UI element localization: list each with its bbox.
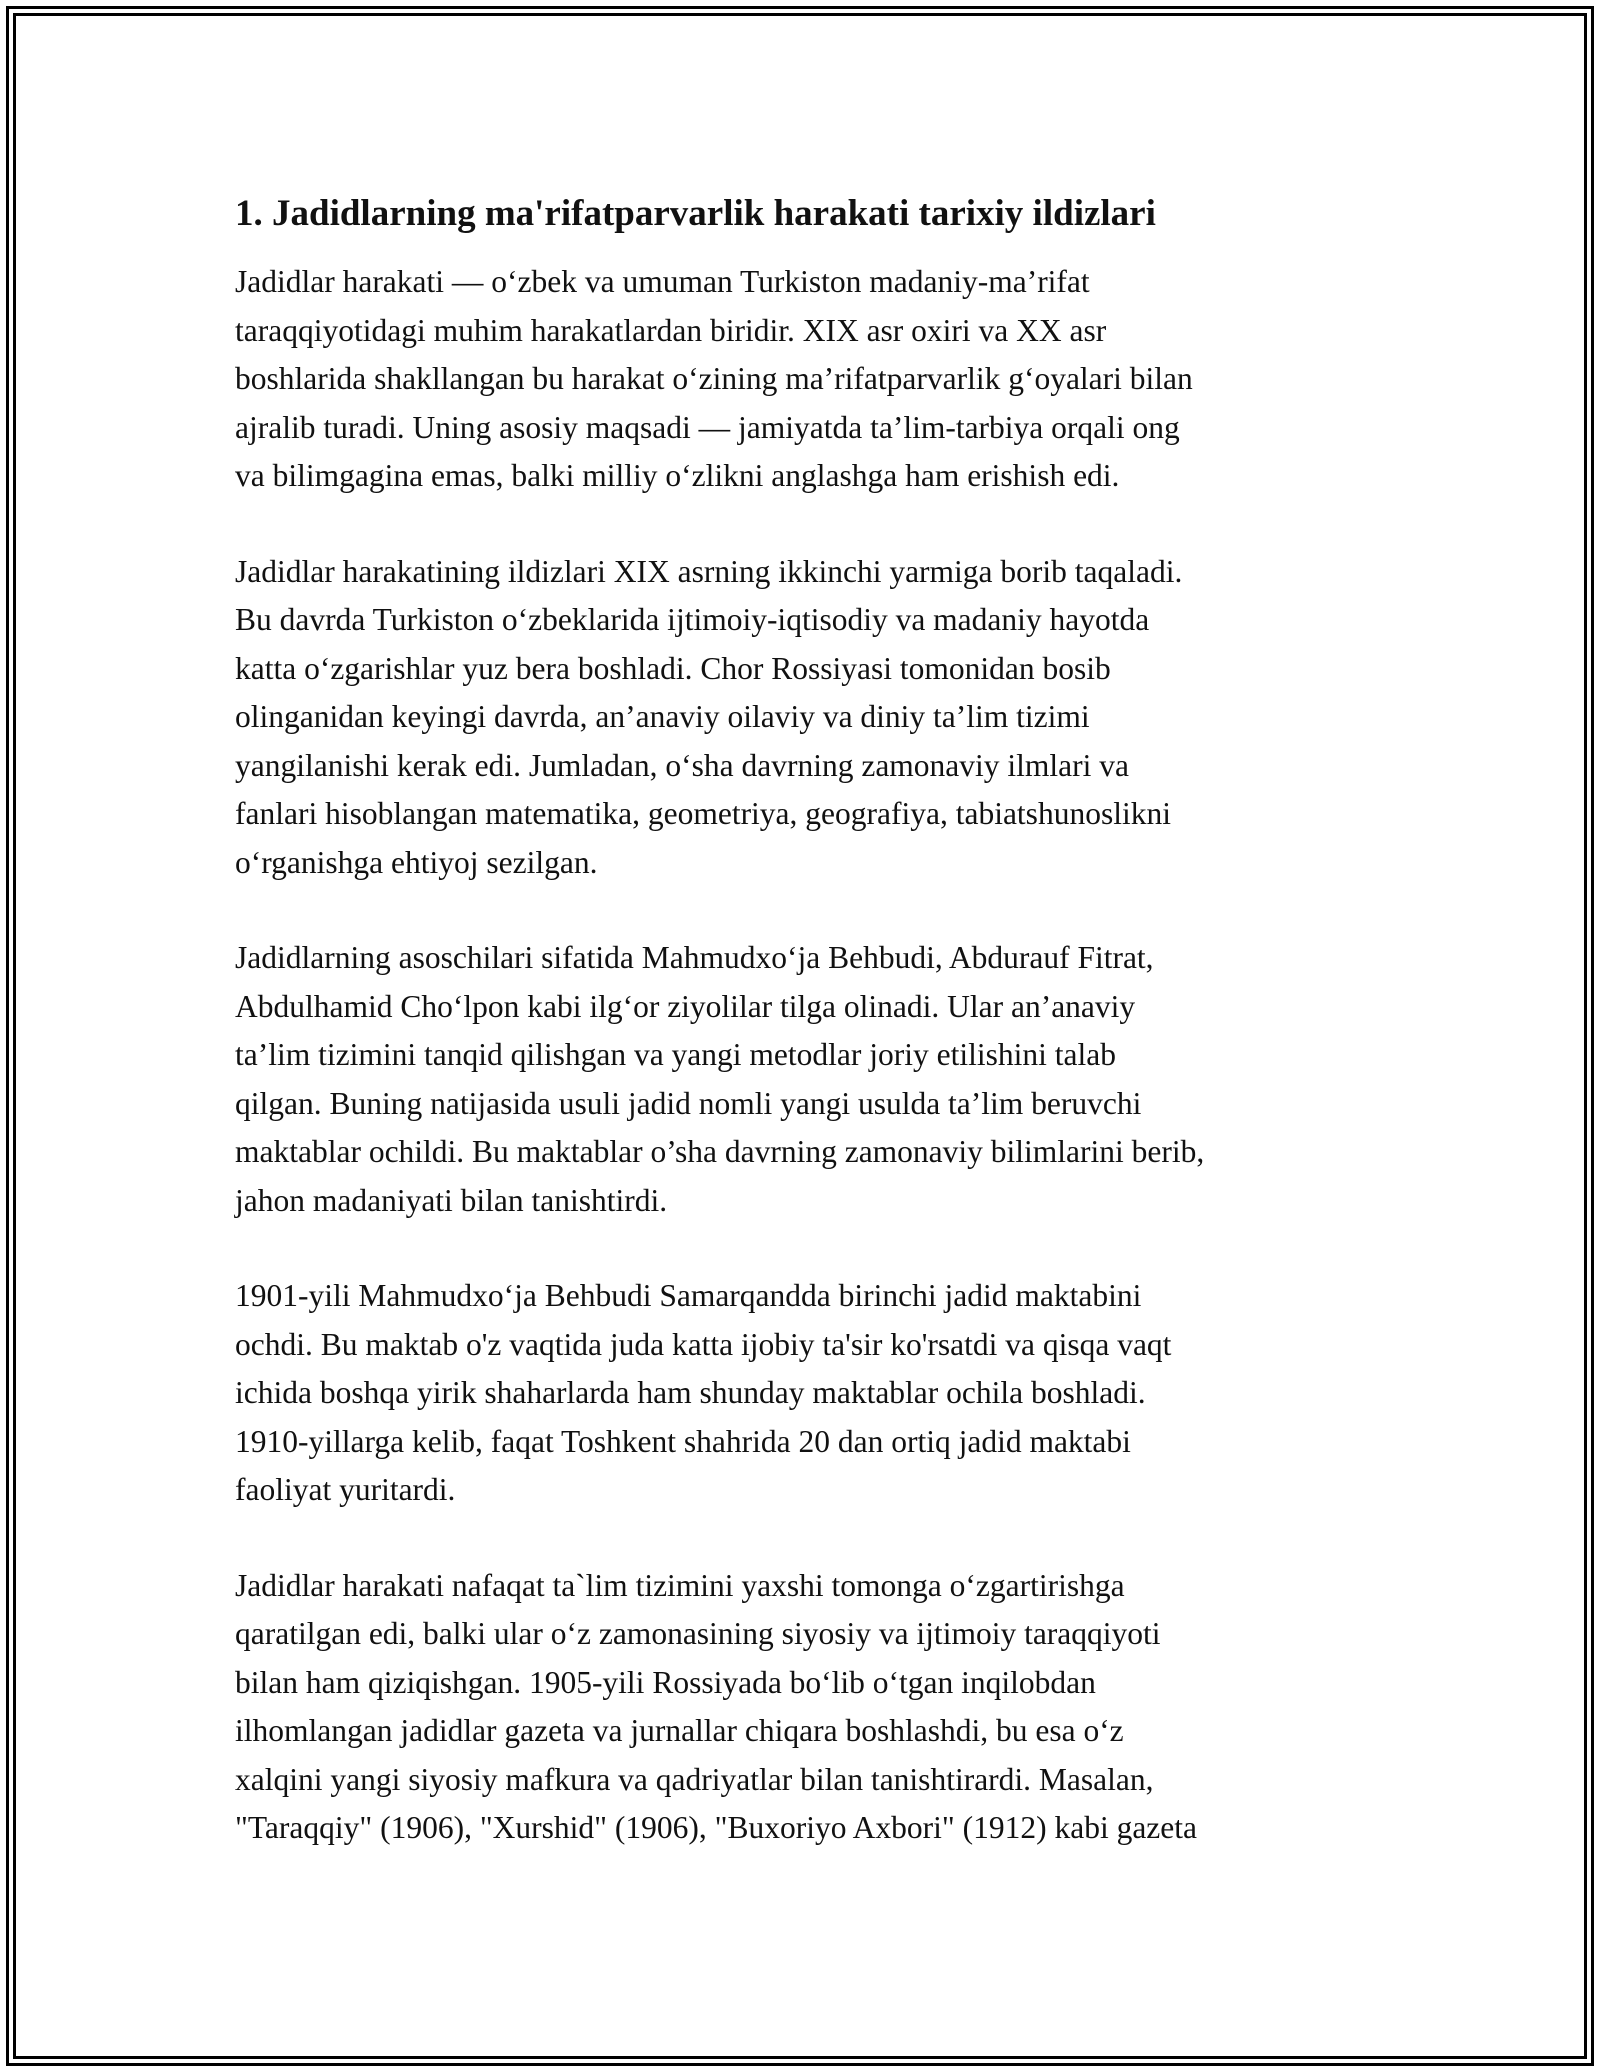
section-heading: 1. Jadidlarning ma'rifatparvarlik harakati tarixiy ildizlari bbox=[235, 193, 1156, 234]
text-line: ilhomlangan jadidlar gazeta va jurnallar chiqara boshlashdi, bu esa o‘z bbox=[235, 1713, 1124, 1748]
text-line: Jadidlar harakati — o‘zbek va umuman Turkiston madaniy-ma’rifat bbox=[235, 264, 1090, 299]
text-line: Jadidlar harakati nafaqat ta`lim tizimini yaxshi tomonga o‘zgartirishga bbox=[235, 1567, 1125, 1603]
paragraph-5 bbox=[235, 1562, 1395, 1853]
text-line: ajralib turadi. Uning asosiy maqsadi — jamiyatda ta’lim-tarbiya orqali ong bbox=[235, 409, 1180, 445]
text-line: ichida boshqa yirik shaharlarda ham shunday maktablar ochila boshladi. bbox=[235, 1375, 1146, 1410]
text-line: yangilanishi kerak edi. Jumladan, o‘sha davrning zamonaviy ilmlari va bbox=[235, 747, 1129, 783]
text-line: xalqini yangi siyosiy mafkura va qadriyatlar bilan tanishtirardi. Masalan, bbox=[235, 1761, 1154, 1797]
document-body bbox=[235, 190, 1395, 1900]
text-line: "Taraqqiy" (1906), "Xurshid" (1906), "Buxoriyo Axbori" (1912) kabi gazeta bbox=[235, 1810, 1197, 1845]
text-line: ta’lim tizimini tanqid qilishgan va yangi metodlar joriy etilishini talab bbox=[235, 1037, 1116, 1072]
text-line: qilgan. Buning natijasida usuli jadid nomli yangi usulda ta’lim beruvchi bbox=[235, 1085, 1142, 1121]
text-line: ochdi. Bu maktab o'z vaqtida juda katta ijobiy ta'sir ko'rsatdi va qisqa vaqt bbox=[235, 1326, 1172, 1362]
paragraph-3 bbox=[235, 934, 1395, 1225]
text-line: katta o‘zgarishlar yuz bera boshladi. Chor Rossiyasi tomonidan bosib bbox=[235, 650, 1111, 686]
text-line: Jadidlarning asoschilari sifatida Mahmudxo‘ja Behbudi, Abdurauf Fitrat, bbox=[235, 940, 1154, 975]
text-line: Abdulhamid Cho‘lpon kabi ilg‘or ziyolilar tilga olinadi. Ular an’anaviy bbox=[235, 988, 1136, 1024]
text-line: maktablar ochildi. Bu maktablar o’sha davrning zamonaviy bilimlarini berib, bbox=[235, 1134, 1205, 1169]
paragraph-4 bbox=[235, 1272, 1395, 1515]
text-line: boshlarida shakllangan bu harakat o‘zining ma’rifatparvarlik g‘oyalari bilan bbox=[235, 361, 1193, 396]
text-line: Bu davrda Turkiston o‘zbeklarida ijtimoiy-iqtisodiy va madaniy hayotda bbox=[235, 602, 1150, 637]
text-line: va bilimgagina emas, balki milliy o‘zlikni anglashga ham erishish edi. bbox=[235, 458, 1120, 493]
text-line: 1901-yili Mahmudxo‘ja Behbudi Samarqandda birinchi jadid maktabini bbox=[235, 1278, 1142, 1313]
text-line: qaratilgan edi, balki ular o‘z zamonasining siyosiy va ijtimoiy taraqqiyoti bbox=[235, 1616, 1161, 1651]
paragraph-1 bbox=[235, 258, 1395, 501]
text-line: taraqqiyotidagi muhim harakatlardan biridir. XIX asr oxiri va XX asr bbox=[235, 312, 1107, 348]
text-line: faoliyat yuritardi. bbox=[235, 1472, 456, 1507]
text-line: fanlari hisoblangan matematika, geometriya, geografiya, tabiatshunoslikni bbox=[235, 796, 1171, 831]
text-line: Jadidlar harakatining ildizlari XIX asrning ikkinchi yarmiga borib taqaladi. bbox=[235, 553, 1183, 589]
text-line: 1910-yillarga kelib, faqat Toshkent shahrida 20 dan ortiq jadid maktabi bbox=[235, 1423, 1131, 1459]
text-line: o‘rganishga ehtiyoj sezilgan. bbox=[235, 844, 598, 880]
text-line: olinganidan keyingi davrda, an’anaviy oilaviy va diniy ta’lim tizimi bbox=[235, 699, 1090, 734]
text-line: jahon madaniyati bilan tanishtirdi. bbox=[235, 1182, 668, 1218]
paragraph-2 bbox=[235, 548, 1395, 888]
text-line: bilan ham qiziqishgan. 1905-yili Rossiyada bo‘lib o‘tgan inqilobdan bbox=[235, 1664, 1096, 1700]
